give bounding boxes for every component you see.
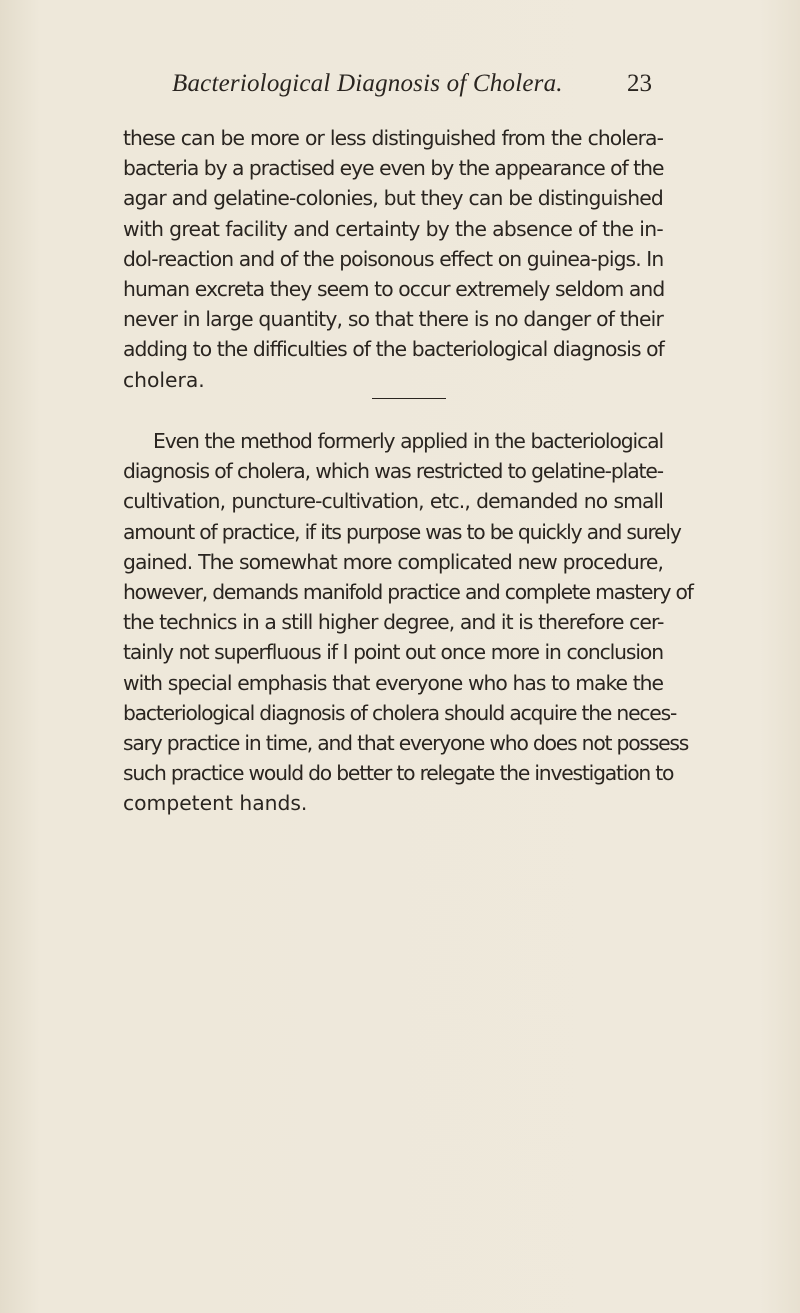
- text-line: never in large quantity, so that there is no danger of their: [123, 307, 663, 332]
- paragraph-2: [123, 426, 693, 819]
- text-line: diagnosis of cholera, which was restricted to gelatine-plate-: [123, 459, 663, 484]
- text-line: bacteria by a practised eye even by the appearance of the: [123, 156, 664, 181]
- text-line: agar and gelatine-colonies, but they can be distinguished: [123, 186, 663, 211]
- running-head: [172, 70, 652, 110]
- text-line: cultivation, puncture-cultivation, etc., demanded no small: [123, 489, 663, 514]
- text-line: with special emphasis that everyone who has to make the: [123, 670, 663, 695]
- text-line: however, demands manifold practice and complete mastery of: [123, 580, 693, 605]
- text-line: cholera.: [123, 367, 205, 392]
- text-line: such practice would do better to relegate the investigation to: [123, 761, 674, 786]
- running-title: Bacteriological Diagnosis of Cholera.: [172, 70, 563, 97]
- text-line: Even the method formerly applied in the bacteriological: [153, 429, 663, 453]
- text-line: human excreta they seem to occur extremely seldom and: [123, 277, 665, 302]
- text-line: sary practice in time, and that everyone who does not possess: [123, 731, 689, 756]
- text-line: competent hands.: [123, 791, 308, 816]
- text-line: dol-reaction and of the poisonous effect on guinea-pigs. In: [123, 246, 664, 271]
- text-line: adding to the difficulties of the bacteriological diagnosis of: [123, 337, 664, 362]
- text-line: the technics in a still higher degree, and it is therefore cer-: [123, 610, 664, 635]
- text-line: tainly not superfluous if I point out once more in conclusion: [123, 640, 663, 665]
- section-divider-rule: [372, 398, 446, 399]
- paragraph-1: [123, 123, 663, 395]
- text-line: amount of practice, if its purpose was to be quickly and surely: [123, 519, 681, 544]
- text-line: gained. The somewhat more complicated new procedure,: [123, 549, 663, 574]
- text-line: with great facility and certainty by the absence of the in-: [123, 216, 663, 241]
- text-line: bacteriological diagnosis of cholera should acquire the neces-: [123, 700, 677, 725]
- text-line: these can be more or less distinguished from the cholera-: [123, 126, 663, 150]
- page-number: 23: [627, 70, 652, 97]
